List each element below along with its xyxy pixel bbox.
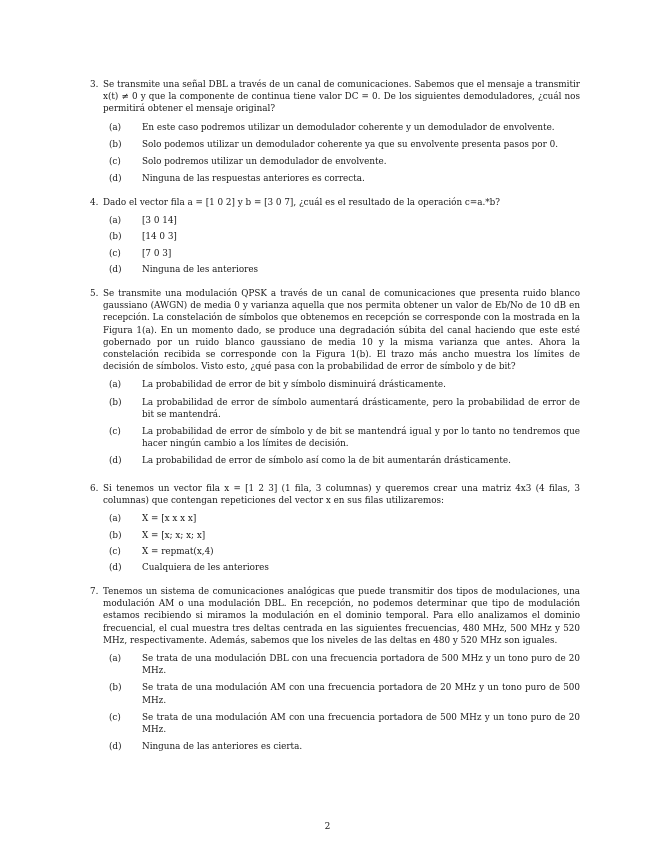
option-text: Se trata de una modulación DBL con una frecuencia portadora de 500 MHz y un tono puro de 20 MHz.	[142, 654, 580, 677]
option-d	[109, 264, 580, 276]
option-d	[109, 741, 580, 753]
option-text: Ninguna de les anteriores	[142, 264, 259, 275]
question-number: 7.	[90, 587, 99, 597]
option-text: [14 0 3]	[142, 232, 177, 243]
option-text: Ninguna de las respuestas anteriores es correcta.	[142, 174, 365, 185]
option-label: (c)	[109, 157, 121, 168]
option-text: Ninguna de las anteriores es cierta.	[142, 742, 303, 753]
option-b	[109, 530, 580, 542]
option-c	[109, 156, 580, 168]
question-3	[90, 79, 580, 185]
option-label: (a)	[109, 122, 122, 133]
option-a	[109, 513, 580, 525]
question-stem: Si tenemos un vector fila x = [1 2 3] (1 fila, 3 columnas) y queremos crear una matriz 4x3 (4 filas, 3 columnas) que contengan repeticiones del vector x en sus filas utilizaremos:	[103, 484, 580, 507]
option-label: (d)	[109, 174, 122, 185]
question-stem: Tenemos un sistema de comunicaciones analógicas que puede transmitir dos tipos de modulaciones, una modulación AM o una modulación DBL. En recepción, no podemos determinar que tipo de modulación estamos recibiendo si miramos la modulación en el dominio temporal. Para ello analizamos el dominio frecuencial, el cual muestra tres deltas centrada en las siguientes frecuencias, 480 MHz, 500 MHz y 520 MHz, respectivamente. Además, sabemos que los niveles de las deltas en 480 y 520 MHz son iguales.	[103, 587, 580, 646]
question-number: 3.	[90, 80, 99, 90]
option-label: (d)	[109, 742, 122, 753]
option-b	[109, 231, 580, 243]
option-b	[109, 682, 580, 706]
option-text: Se trata de una modulación AM con una frecuencia portadora de 20 MHz y un tono puro de 500 MHz.	[142, 683, 580, 706]
page-number: 2	[324, 822, 331, 832]
option-text: X = [x x x x]	[142, 514, 197, 525]
option-text: [7 0 3]	[142, 248, 172, 259]
question-4	[90, 197, 580, 276]
option-label: (c)	[109, 427, 121, 438]
option-label: (d)	[109, 264, 122, 275]
option-c	[109, 546, 580, 558]
option-label: (a)	[109, 216, 122, 227]
option-text: En este caso podremos utilizar un demodulador coherente y un demodulador de envolvente.	[142, 122, 555, 133]
option-text: Se trata de una modulación AM con una frecuencia portadora de 500 MHz y un tono puro de 20 MHz.	[142, 712, 580, 736]
option-label: (a)	[109, 380, 122, 391]
question-stem: Se transmite una modulación QPSK a través de un canal de comunicaciones que presenta ruido blanco gaussiano (AWGN) de media 0 y varianza aquella que nos permita obtener un valor de Eb/No de 10 dB en recepción. La constelación de símbolos que obtenemos en recepción se corresponde con la mostrada en la Figura 1(a). En un momento dado, se produce una degradación súbita del canal haciendo que este esté gobernado por un ruido blanco gaussiano de media 10 y la misma varianza que antes. Ahora la constelación recibida se corresponde con la Figura 1(b). El trazo más ancho muestra los límites de decisión de símbolos. Visto esto, ¿qué pasa con la probabilidad de error de símbolo y de bit?	[103, 289, 580, 373]
option-label: (c)	[109, 712, 121, 723]
question-stem: Se transmite una señal DBL a través de un canal de comunicaciones. Sabemos que el mensaje a transmitir x(t) ≠ 0 y que la componente de continua tiene valor DC = 0. De los siguientes demoduladores, ¿cuál nos permitirá obtener el mensaje original?	[103, 80, 580, 115]
option-label: (b)	[109, 683, 122, 694]
option-text: La probabilidad de error de símbolo y de bit se mantendrá igual y por lo tanto no tendremos que hacer ningún cambio a los límites de decisión.	[142, 427, 580, 450]
option-c	[109, 426, 580, 450]
question-number: 5.	[90, 289, 99, 299]
option-d	[109, 562, 580, 574]
option-a	[109, 122, 580, 134]
option-text: X = repmat(x,4)	[142, 546, 214, 557]
option-text: Cualquiera de les anteriores	[142, 563, 269, 574]
option-label: (b)	[109, 139, 122, 150]
option-b	[109, 397, 580, 421]
option-label: (a)	[109, 514, 122, 525]
option-label: (a)	[109, 654, 122, 665]
question-stem: Dado el vector fila a = [1 0 2] y b = [3 0 7], ¿cuál es el resultado de la operación c=a.*b?	[103, 198, 501, 208]
option-label: (c)	[109, 546, 121, 557]
question-5	[90, 288, 580, 468]
option-c	[109, 248, 580, 260]
option-label: (b)	[109, 232, 122, 243]
option-a	[109, 215, 580, 227]
option-text: Solo podemos utilizar un demodulador coherente ya que su envolvente presenta pasos por 0.	[142, 139, 558, 150]
option-text: [3 0 14]	[142, 216, 177, 227]
option-text: La probabilidad de error de símbolo así como la de bit aumentarán drásticamente.	[142, 456, 511, 467]
option-text: X = [x; x; x; x]	[142, 530, 206, 541]
option-label: (b)	[109, 397, 122, 408]
question-number: 6.	[90, 484, 99, 494]
option-b	[109, 139, 580, 151]
option-d	[109, 173, 580, 185]
option-a	[109, 653, 580, 677]
option-label: (b)	[109, 530, 122, 541]
option-d	[109, 455, 580, 467]
option-a	[109, 379, 580, 391]
question-number: 4.	[90, 198, 99, 208]
question-6	[90, 483, 580, 574]
option-text: La probabilidad de error de símbolo aumentará drásticamente, pero la probabilidad de error de bit se mantendrá.	[142, 397, 580, 420]
option-c	[109, 712, 580, 736]
option-text: La probabilidad de error de bit y símbolo disminuirá drásticamente.	[142, 380, 446, 391]
option-label: (c)	[109, 248, 121, 259]
option-label: (d)	[109, 456, 122, 467]
option-label: (d)	[109, 563, 122, 574]
question-7	[90, 586, 580, 753]
option-text: Solo podremos utilizar un demodulador de envolvente.	[142, 157, 387, 168]
